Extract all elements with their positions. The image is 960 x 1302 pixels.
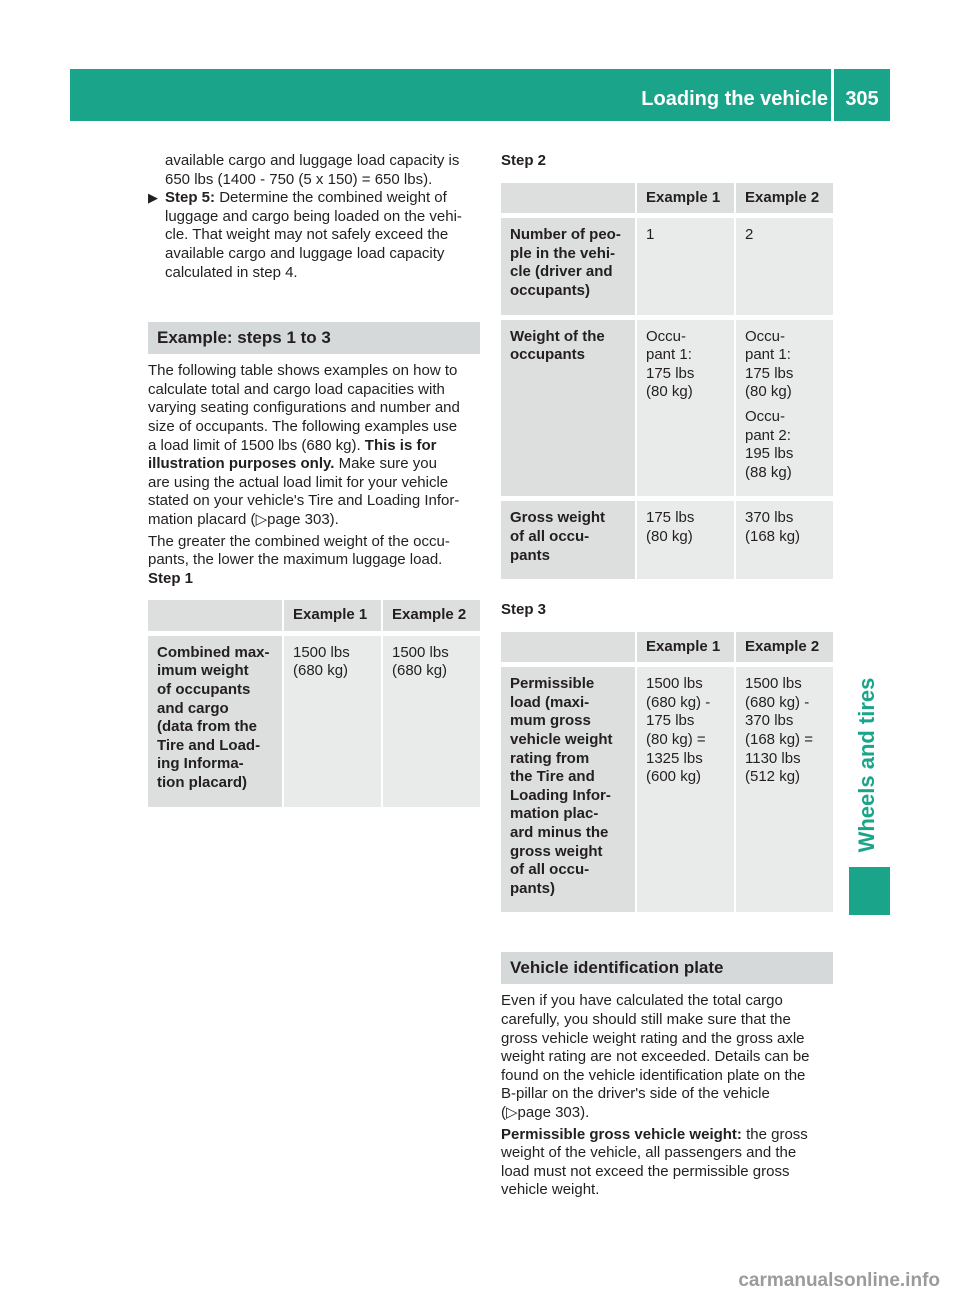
cell-example1: 1500 lbs (680 kg) - 175 lbs (80 kg) = 1325 lbs (600 kg) [635, 667, 734, 912]
table-row [148, 636, 480, 807]
cell-example2: 2 [734, 218, 833, 314]
table-header-blank [148, 600, 282, 636]
para-line: load must not exceed the permissible gross [501, 1162, 790, 1180]
para-line: Even if you have calculated the total cargo [501, 992, 783, 1010]
para-text: the gross [746, 1125, 808, 1143]
table-header-blank [501, 632, 635, 668]
para-line: size of occupants. The following examples use [148, 417, 458, 435]
row-label: Number of peo- ple in the vehi- cle (driver and occupants) [501, 218, 635, 314]
page-ref-link[interactable]: page 303). [267, 510, 339, 528]
para-bold: Permissible gross vehicle weight: [501, 1125, 742, 1143]
row-label: Weight of the occupants [501, 315, 635, 497]
cell-example1: 1500 lbs (680 kg) [282, 636, 381, 807]
para-line: pants, the lower the maximum luggage load. [148, 551, 443, 569]
step3-label: Step 3 [501, 601, 547, 619]
bullet-arrow-icon: ▶ [148, 190, 158, 206]
para-line: vehicle weight. [501, 1181, 600, 1199]
table-header-blank [501, 183, 635, 219]
table-header: Example 1 [635, 183, 734, 219]
cell-example1: 1 [635, 218, 734, 314]
cell-example1: 175 lbs (80 kg) [635, 496, 734, 579]
table-header: Example 1 [635, 632, 734, 668]
cell-example2: 1500 lbs (680 kg) [381, 636, 480, 807]
step5-text: Determine the combined weight of [219, 189, 447, 207]
cell-example2: 370 lbs (168 kg) [734, 496, 833, 579]
table-row [501, 496, 833, 579]
side-tab-label[interactable]: Wheels and tires [854, 677, 879, 853]
watermark: carmanualsonline.info [738, 1270, 940, 1291]
table-header: Example 2 [734, 183, 833, 219]
para-line: stated on your vehicle's Tire and Loading Infor- [148, 492, 460, 510]
intro-line: 650 lbs (1400 - 750 (5 x 150) = 650 lbs). [165, 170, 433, 188]
para-line: are using the actual load limit for your vehicle [148, 473, 449, 491]
para-line: B-pillar on the driver's side of the vehicle [501, 1085, 770, 1103]
step3-table [501, 632, 833, 913]
left-column [148, 152, 480, 807]
para-line: calculate total and cargo load capacities with [148, 380, 445, 398]
row-label: Gross weight of all occu- pants [501, 496, 635, 579]
table-header: Example 2 [734, 632, 833, 668]
step1-label: Step 1 [148, 569, 194, 587]
step2-table [501, 183, 833, 580]
para-line: found on the vehicle identification plate on the [501, 1066, 806, 1084]
step5-item [148, 189, 480, 282]
table-row [501, 315, 833, 497]
table-row [501, 218, 833, 314]
para-text: mation placard ( [148, 510, 256, 528]
para-bold: This is for [364, 436, 437, 454]
side-tab-marker [849, 867, 890, 915]
row-label: Combined max- imum weight of occupants and cargo (data from the Tire and Load- ing Informa- tion placard) [148, 636, 282, 807]
page-ref-icon[interactable]: ▷ [255, 510, 268, 528]
para-text: ( [501, 1103, 506, 1121]
para-text: Make sure you [338, 455, 437, 473]
step2-label: Step 2 [501, 152, 547, 169]
cell-example1: Occu- pant 1: 175 lbs (80 kg) [635, 315, 734, 497]
section-heading-example: Example: steps 1 to 3 [148, 322, 480, 354]
para-line: weight of the vehicle, all passengers and the [501, 1144, 797, 1162]
right-column [501, 152, 833, 1200]
step5-line: luggage and cargo being loaded on the vehi- [165, 207, 462, 225]
step5-label: Step 5: [165, 189, 216, 207]
section-heading-plate: Vehicle identification plate [501, 952, 833, 984]
para-text: a load limit of 1500 lbs (680 kg). [148, 436, 361, 454]
table-row [501, 667, 833, 912]
table-header: Example 2 [381, 600, 480, 636]
row-label: Permissible load (maxi- mum gross vehicle weight rating from the Tire and Loading Infor- mation plac- ard minus the gross weight of all occu- pants) [501, 667, 635, 912]
para-line: weight rating are not exceeded. Details can be [501, 1048, 810, 1066]
step1-table [148, 600, 480, 806]
table-header: Example 1 [282, 600, 381, 636]
para-bold: illustration purposes only. [148, 455, 335, 473]
para-line: The following table shows examples on how to [148, 362, 458, 380]
page-number: 305 [845, 88, 879, 110]
cell-example2: Occu- pant 1: 175 lbs (80 kg) Occu- pant 2: 195 lbs (88 kg) [734, 315, 833, 497]
page-ref-link[interactable]: page 303). [517, 1103, 590, 1121]
para-line: The greater the combined weight of the occu- [148, 532, 450, 550]
chapter-title: Loading the vehicle [641, 88, 828, 110]
step5-line: available cargo and luggage load capacity [165, 244, 445, 262]
step5-line: cle. That weight may not safely exceed the [165, 226, 449, 244]
page-ref-icon[interactable]: ▷ [506, 1103, 518, 1121]
cell-example2: 1500 lbs (680 kg) - 370 lbs (168 kg) = 1130 lbs (512 kg) [734, 667, 833, 912]
para-line: varying seating configurations and number and [148, 399, 460, 417]
intro-line: available cargo and luggage load capacity is [165, 152, 460, 169]
para-line: gross vehicle weight rating and the gross axle [501, 1029, 805, 1047]
para-line: carefully, you should still make sure that the [501, 1011, 791, 1028]
step5-line: calculated in step 4. [165, 263, 298, 281]
